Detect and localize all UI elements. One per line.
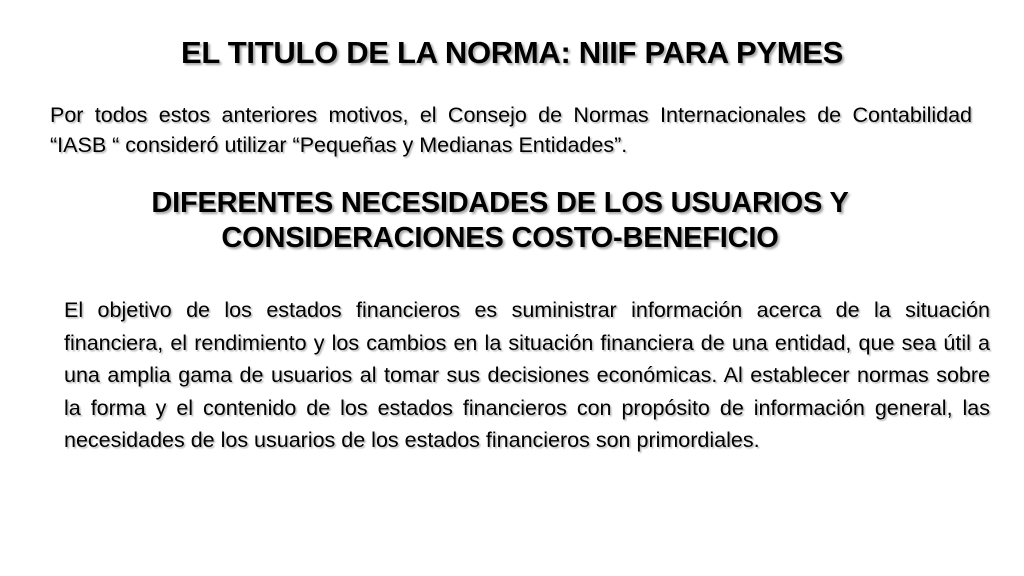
slide-title: EL TITULO DE LA NORMA: NIIF PARA PYMES bbox=[181, 35, 843, 70]
section-heading-line-2: CONSIDERACIONES COSTO-BENEFICIO bbox=[221, 222, 779, 254]
section-heading bbox=[0, 186, 1000, 256]
section-heading-line-1: DIFERENTES NECESIDADES DE LOS USUARIOS Y bbox=[151, 187, 849, 219]
body-paragraph: El objetivo de los estados financieros es suministrar información acerca de la situación financiera, el rendimiento y los cambios en la situación financiera de una entidad, que sea útil a una amplia gama de usuarios al tomar sus decisiones económicas. Al establecer normas sobre la forma y el contenido de los estados financieros con propósito de información general, las necesidades de los usuarios de los estados financieros son primordiales. bbox=[64, 298, 990, 452]
intro-paragraph: Por todos estos anteriores motivos, el Consejo de Normas Internacionales de Contabilidad “IASB “ consideró utilizar “Pequeñas y Medianas Entidades”. bbox=[50, 103, 972, 157]
